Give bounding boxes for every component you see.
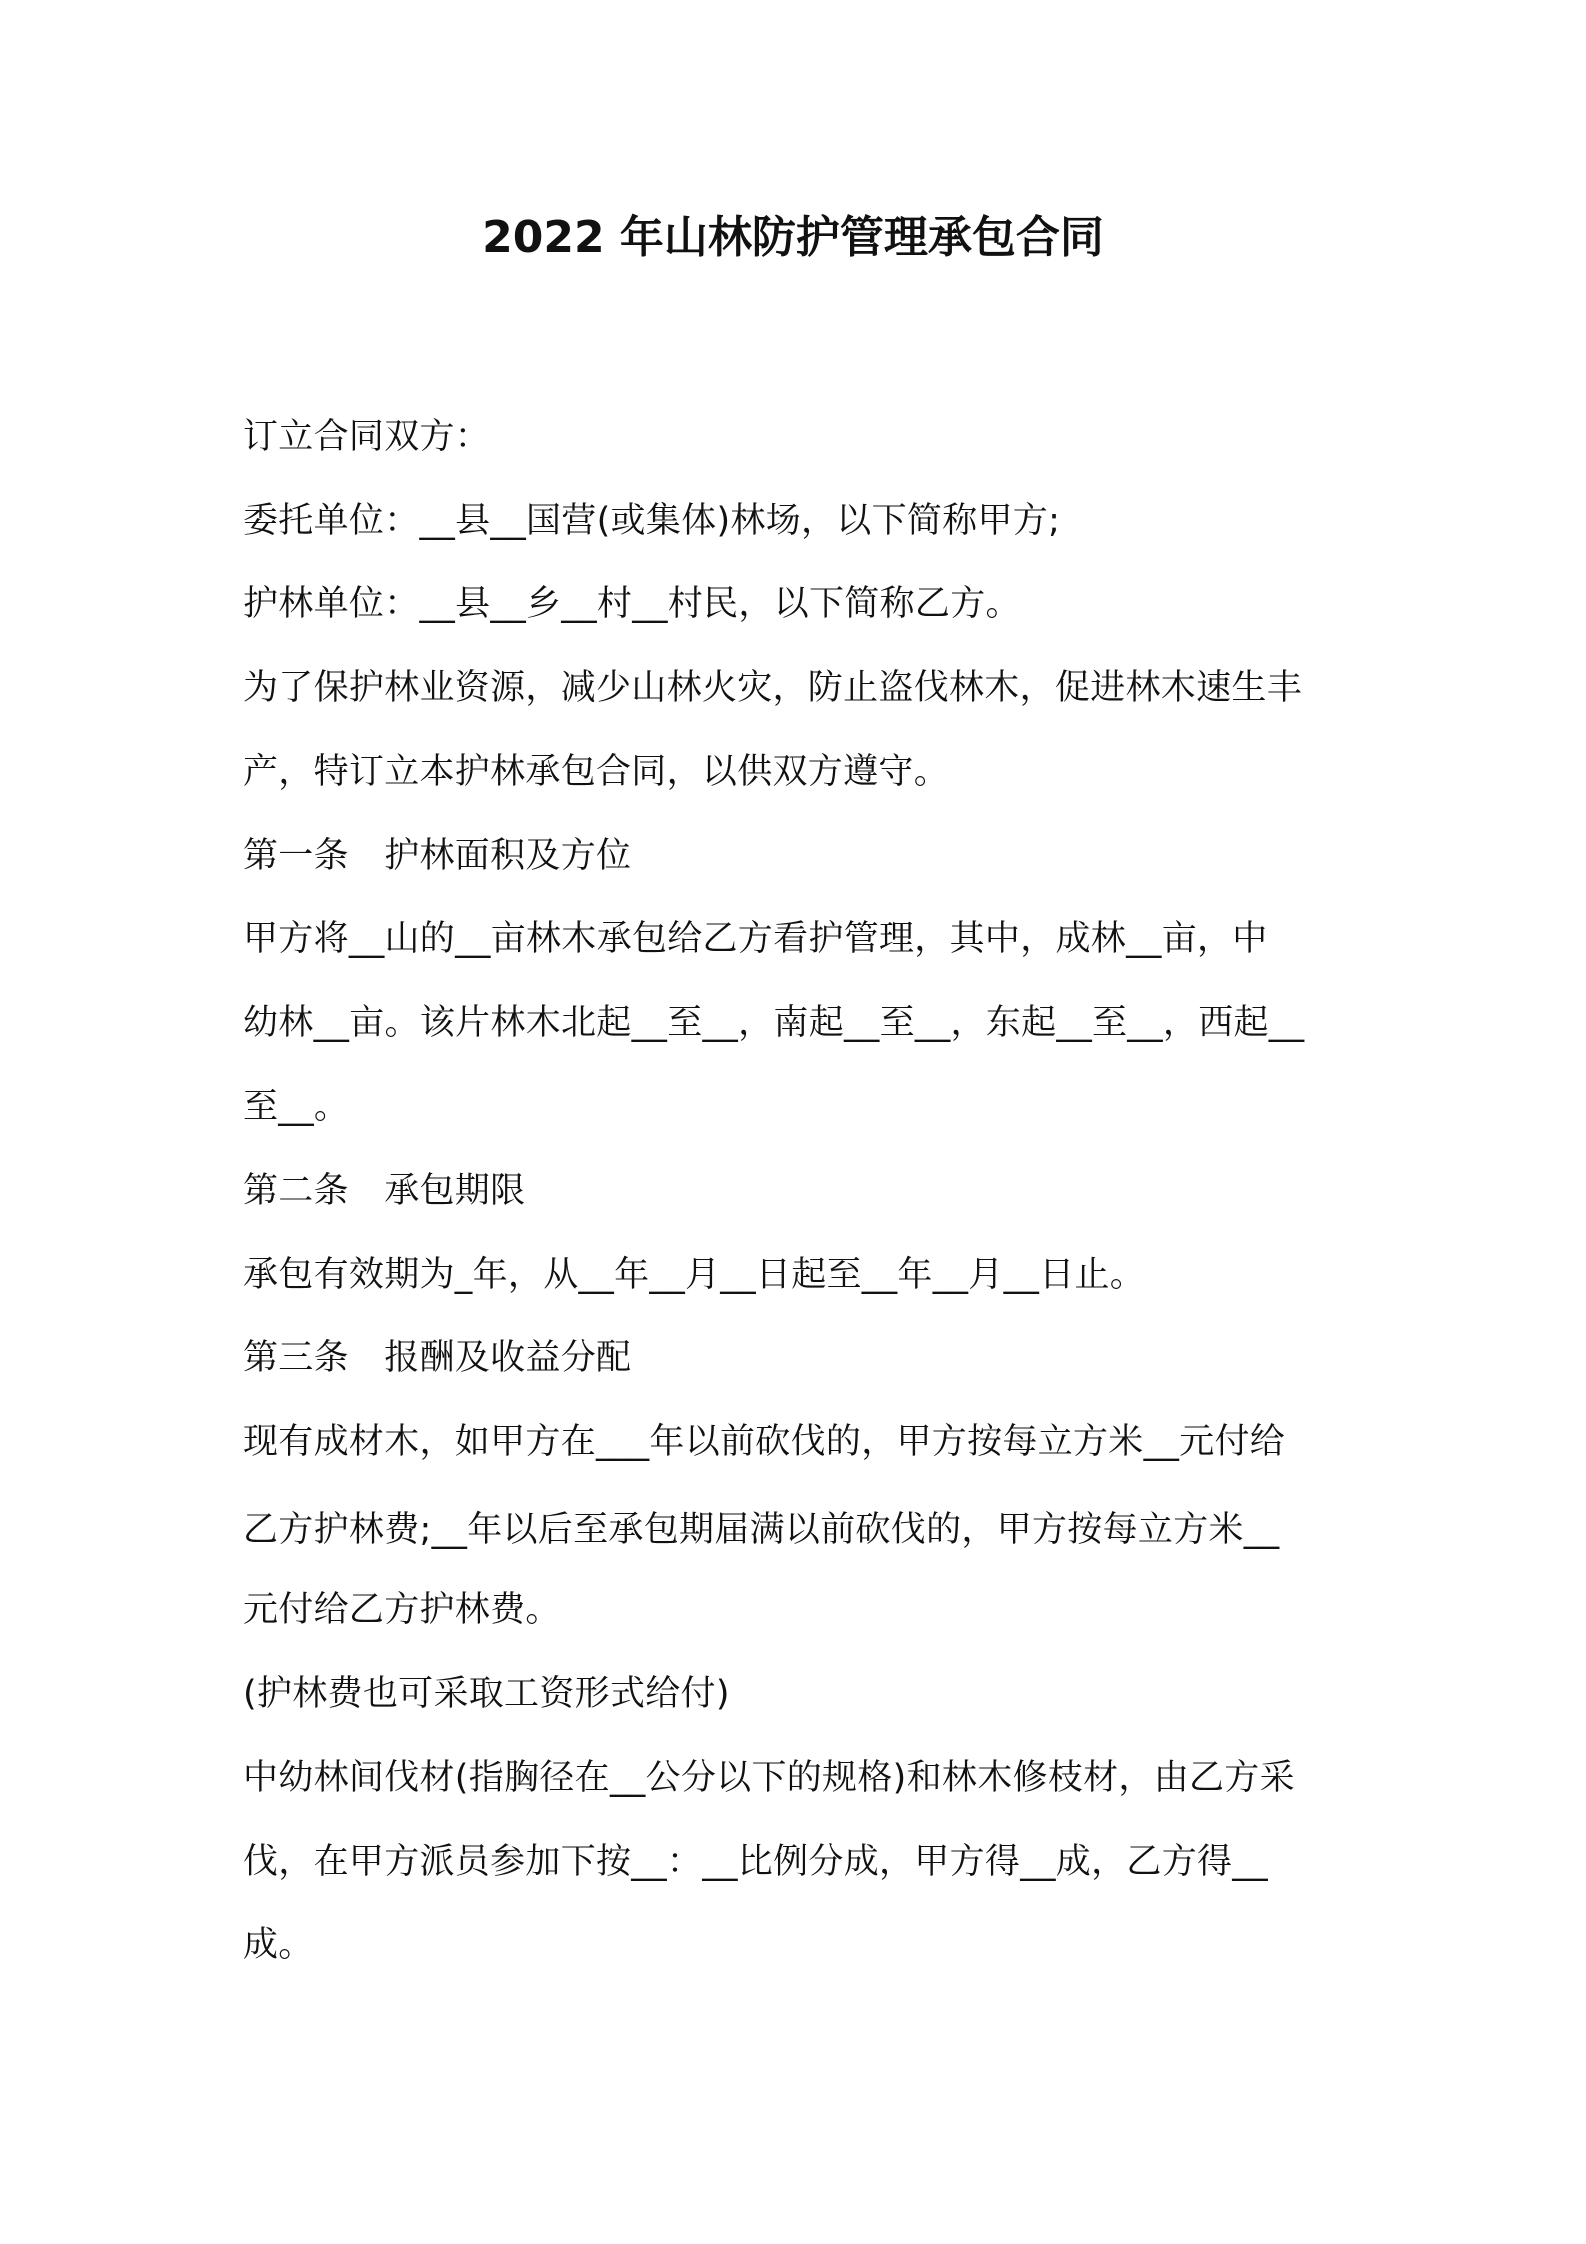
- text-line-purpose-2: 产，特订立本护林承包合同，以供双方遵守。: [243, 752, 950, 792]
- article-1-heading: 第一条 护林面积及方位: [243, 836, 632, 876]
- text-line-party-b: 护林单位：__县__乡__村__村民，以下简称乙方。: [243, 584, 1021, 624]
- text-line-article-3-6: 成。: [243, 1925, 314, 1965]
- text-line-article-1-3: 至__。: [243, 1087, 350, 1127]
- text-line-article-3-3: 元付给乙方护林费。: [243, 1590, 561, 1630]
- text-line-article-3-note: (护林费也可采取工资形式给付): [243, 1674, 730, 1714]
- text-line-parties-heading: 订立合同双方：: [243, 417, 491, 457]
- text-line-article-3-5: 伐，在甲方派员参加下按__：__比例分成，甲方得__成，乙方得__: [243, 1842, 1268, 1882]
- text-line-article-3-2: 乙方护林费;__年以后至承包期届满以前砍伐的，甲方按每立方米__: [243, 1510, 1280, 1550]
- document-title: 2022 年山林防护管理承包合同: [482, 212, 1104, 263]
- text-line-article-2-1: 承包有效期为_年，从__年__月__日起至__年__月__日止。: [243, 1255, 1146, 1295]
- article-2-heading: 第二条 承包期限: [243, 1171, 526, 1211]
- text-line-party-a: 委托单位：__县__国营(或集体)林场，以下简称甲方;: [243, 501, 1061, 541]
- text-line-purpose-1: 为了保护林业资源，减少山林火灾，防止盗伐林木，促进林木速生丰: [243, 668, 1303, 708]
- article-3-heading: 第三条 报酬及收益分配: [243, 1338, 632, 1378]
- text-line-article-1-1: 甲方将__山的__亩林木承包给乙方看护管理，其中，成林__亩，中: [243, 919, 1268, 959]
- text-line-article-1-2: 幼林__亩。该片林木北起__至__，南起__至__，东起__至__，西起__: [243, 1003, 1305, 1043]
- text-line-article-3-1: 现有成材木，如甲方在___年以前砍伐的，甲方按每立方米__元付给: [243, 1422, 1286, 1462]
- text-line-article-3-4: 中幼林间伐材(指胸径在__公分以下的规格)和林木修枝材，由乙方采: [243, 1758, 1295, 1798]
